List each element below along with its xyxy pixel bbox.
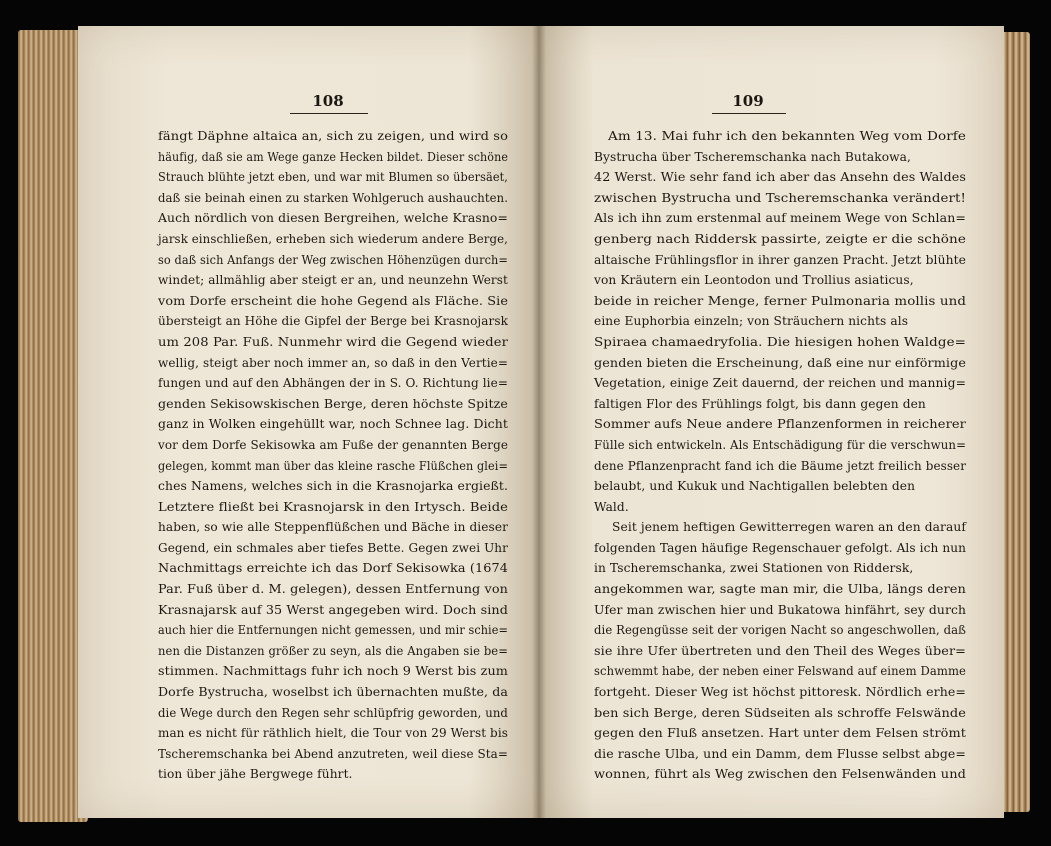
- text-line: ches Namens, welches sich in die Krasnojarka ergießt.: [158, 479, 508, 494]
- text-line: gelegen, kommt man über das kleine rasche Flüßchen glei=: [158, 458, 508, 473]
- book-gutter: [532, 26, 546, 818]
- right-page-number: 109: [732, 92, 764, 110]
- right-page-number-rule: [712, 113, 786, 114]
- text-line: dene Pflanzenpracht fand ich die Bäume jetzt freilich besser: [594, 458, 966, 473]
- text-line: 42 Werst. Wie sehr fand ich aber das Ansehn des Waldes: [594, 170, 966, 185]
- text-line: Am 13. Mai fuhr ich den bekannten Weg vom Dorfe: [608, 129, 966, 143]
- text-line: Bystrucha über Tscheremschanka nach Butakowa,: [594, 149, 912, 164]
- text-line: Als ich ihn zum erstenmal auf meinem Wege von Schlan=: [594, 211, 966, 226]
- text-line: Ufer man zwischen hier und Bukatowa hinfährt, sey durch: [594, 602, 966, 617]
- text-line: stimmen. Nachmittags fuhr ich noch 9 Werst bis zum: [158, 664, 508, 679]
- left-page: [78, 26, 538, 818]
- text-line: eine Euphorbia einzeln; von Sträuchern nichts als: [594, 314, 909, 329]
- text-line: von Kräutern ein Leontodon und Trollius asiaticus,: [594, 273, 914, 288]
- text-line: vom Dorfe erscheint die hohe Gegend als Fläche. Sie: [158, 293, 508, 308]
- text-line: die rasche Ulba, und ein Damm, dem Flusse selbst abge=: [594, 746, 966, 761]
- text-line: jarsk einschließen, erheben sich wiederum andere Berge,: [158, 231, 508, 246]
- text-line: angekommen war, sagte man mir, die Ulba, längs deren: [594, 582, 966, 597]
- text-line: altaische Frühlingsflor in ihrer ganzen Pracht. Jetzt blühte: [594, 252, 966, 267]
- text-line: auch hier die Entfernungen nicht gemessen, und mir schie=: [158, 623, 508, 638]
- text-line: genden bieten die Erscheinung, daß eine nur einförmige: [594, 355, 966, 370]
- text-line: fungen und auf den Abhängen der in S. O. Richtung lie=: [158, 376, 508, 391]
- text-line: faltigen Flor des Frühlings folgt, bis dann gegen den: [594, 396, 926, 411]
- text-line: vor dem Dorfe Sekisowka am Fuße der genannten Berge: [158, 437, 508, 452]
- text-line: häufig, daß sie am Wege ganze Hecken bildet. Dieser schöne: [158, 149, 508, 164]
- text-line: Nachmittags erreichte ich das Dorf Sekisowka (1674: [158, 561, 508, 576]
- text-line: man es nicht für räthlich hielt, die Tour von 29 Werst bis: [158, 726, 508, 741]
- text-line: fängt Däphne altaica an, sich zu zeigen, und wird so: [158, 129, 508, 143]
- text-line: Seit jenem heftigen Gewitterregen waren an den darauf: [612, 520, 966, 535]
- right-page-text: [594, 126, 966, 785]
- text-line: Par. Fuß über d. M. gelegen), dessen Entfernung von: [158, 582, 508, 597]
- text-line: ganz in Wolken eingehüllt war, noch Schnee lag. Dicht: [158, 417, 508, 432]
- text-line: fortgeht. Dieser Weg ist höchst pittoresk. Nördlich erhe=: [594, 685, 966, 700]
- text-line: übersteigt an Höhe die Gipfel der Berge bei Krasnojarsk: [158, 314, 508, 329]
- text-line: haben, so wie alle Steppenflüßchen und Bäche in dieser: [158, 520, 508, 535]
- text-line: Tscheremschanka bei Abend anzutreten, weil diese Sta=: [158, 746, 508, 761]
- text-line: beide in reicher Menge, ferner Pulmonaria mollis und: [594, 293, 966, 308]
- text-line: folgenden Tagen häufige Regenschauer gefolgt. Als ich nun: [594, 540, 966, 555]
- text-line: die Wege durch den Regen sehr schlüpfrig geworden, und: [158, 705, 508, 720]
- text-line: Vegetation, einige Zeit dauernd, der reichen und mannig=: [594, 376, 966, 391]
- text-line: sie ihre Ufer übertreten und den Theil des Weges über=: [594, 643, 966, 658]
- text-line: daß sie beinah einen zu starken Wohlgeruch aushauchten.: [158, 190, 508, 205]
- text-line: genberg nach Riddersk passirte, zeigte er die schöne: [594, 231, 966, 246]
- text-line: Wald.: [594, 499, 629, 514]
- text-line: so daß sich Anfangs der Weg zwischen Höhenzügen durch=: [158, 252, 508, 267]
- text-line: Spiraea chamaedryfolia. Die hiesigen hohen Waldge=: [594, 334, 966, 349]
- left-page-number-rule: [290, 113, 368, 114]
- text-line: genden Sekisowskischen Berge, deren höchste Spitze: [158, 396, 508, 411]
- text-line: in Tscheremschanka, zwei Stationen von Riddersk,: [594, 561, 914, 576]
- text-line: Sommer aufs Neue andere Pflanzenformen in reicherer: [594, 417, 966, 432]
- text-line: die Regengüsse seit der vorigen Nacht so angeschwollen, daß: [594, 623, 966, 638]
- text-line: windet; allmählig aber steigt er an, und neunzehn Werst: [158, 273, 508, 288]
- text-line: tion über jähe Bergwege führt.: [158, 767, 353, 782]
- text-line: Gegend, ein schmales aber tiefes Bette. Gegen zwei Uhr: [158, 540, 508, 555]
- text-line: Letztere fließt bei Krasnojarsk in den Irtysch. Beide: [158, 499, 508, 514]
- text-line: Krasnajarsk auf 35 Werst angegeben wird. Doch sind: [158, 602, 508, 617]
- text-line: Auch nördlich von diesen Bergreihen, welche Krasno=: [158, 211, 509, 226]
- text-line: wonnen, führt als Weg zwischen den Felsenwänden und: [594, 767, 966, 782]
- left-page-number: 108: [312, 92, 344, 110]
- text-line: wellig, steigt aber noch immer an, so daß in den Vertie=: [158, 355, 508, 370]
- text-line: zwischen Bystrucha und Tscheremschanka verändert!: [594, 190, 966, 205]
- text-line: um 208 Par. Fuß. Nunmehr wird die Gegend wieder: [158, 334, 508, 349]
- text-line: Dorfe Bystrucha, woselbst ich übernachten mußte, da: [158, 685, 508, 700]
- text-line: gegen den Fluß ansetzen. Hart unter dem Felsen strömt: [594, 726, 966, 741]
- text-line: Fülle sich entwickeln. Als Entschädigung für die verschwun=: [594, 437, 966, 452]
- text-line: nen die Distanzen größer zu seyn, als die Angaben sie be=: [158, 643, 508, 658]
- right-page: [538, 26, 1004, 818]
- left-page-text: [158, 126, 508, 785]
- text-line: belaubt, und Kukuk und Nachtigallen belebten den: [594, 479, 916, 494]
- text-line: schwemmt habe, der neben einer Felswand auf einem Damme: [594, 664, 966, 679]
- open-book: [18, 22, 1030, 828]
- text-line: Strauch blühte jetzt eben, und war mit Blumen so übersäet,: [158, 170, 508, 185]
- text-line: ben sich Berge, deren Südseiten als schroffe Felswände: [594, 705, 966, 720]
